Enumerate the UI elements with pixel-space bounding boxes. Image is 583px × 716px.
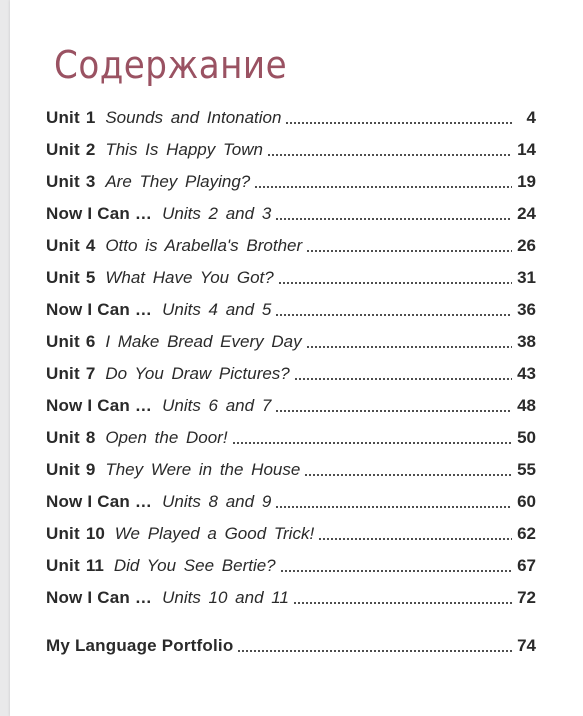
toc-entry [46, 358, 536, 390]
dot-leader [254, 185, 512, 189]
entry-page: 31 [517, 268, 536, 287]
dot-leader [294, 377, 512, 381]
toc-entry [46, 486, 536, 518]
entry-title: What Have You Got? [105, 268, 274, 287]
dot-leader [275, 313, 512, 317]
dot-leader [275, 217, 512, 221]
entry-title: Units 4 and 5 [162, 300, 272, 319]
entry-label: Unit [46, 428, 80, 447]
entry-number: 5 [85, 268, 96, 287]
entry-label: Now I Can … [46, 300, 153, 319]
toc-entry [46, 134, 536, 166]
entry-title: We Played a Good Trick! [114, 524, 315, 543]
entry-title: Did You See Bertie? [113, 556, 276, 575]
entry-page: 55 [517, 460, 536, 479]
entry-title: Are They Playing? [105, 172, 251, 191]
entry-label: Unit [46, 236, 80, 255]
entry-number: 1 [85, 108, 96, 127]
toc-entry [46, 550, 536, 582]
dot-leader [304, 473, 512, 477]
entry-number: 2 [85, 140, 96, 159]
entry-number: 11 [85, 556, 104, 575]
entry-page: 67 [517, 556, 536, 575]
dot-leader [267, 153, 512, 157]
dot-leader [280, 569, 512, 573]
entry-number: 10 [85, 524, 105, 543]
entry-title: Do You Draw Pictures? [105, 364, 290, 383]
toc-entry [46, 262, 536, 294]
entry-page: 62 [517, 524, 536, 543]
entry-page: 26 [517, 236, 536, 255]
toc-entry [46, 102, 536, 134]
portfolio-label: My Language Portfolio [46, 636, 234, 655]
dot-leader [275, 409, 512, 413]
entry-page: 72 [517, 588, 536, 607]
entry-label: Unit [46, 556, 80, 575]
dot-leader [237, 649, 512, 653]
entry-number: 7 [85, 364, 96, 383]
page-title: Содержание [54, 43, 288, 87]
entry-page: 50 [517, 428, 536, 447]
entry-page: 43 [517, 364, 536, 383]
entry-label: Unit [46, 172, 80, 191]
entry-label: Now I Can … [46, 492, 153, 511]
dot-leader [306, 345, 512, 349]
entry-page: 14 [517, 140, 536, 159]
toc-entry [46, 518, 536, 550]
dot-leader [306, 249, 512, 253]
entry-label: Unit [46, 524, 80, 543]
entry-number: 4 [85, 236, 96, 255]
toc-entry [46, 422, 536, 454]
entry-label: Now I Can … [46, 396, 153, 415]
entry-title: Open the Door! [105, 428, 228, 447]
entry-number: 8 [85, 428, 96, 447]
entry-title: Units 8 and 9 [162, 492, 272, 511]
entry-title: Units 10 and 11 [162, 588, 289, 607]
entry-page: 60 [517, 492, 536, 511]
entry-title: Sounds and Intonation [105, 108, 282, 127]
entry-label: Unit [46, 460, 80, 479]
entry-label: Unit [46, 332, 80, 351]
entry-page: 4 [526, 108, 536, 127]
entry-number: 3 [85, 172, 96, 191]
dot-leader [285, 121, 512, 125]
toc-entry [46, 166, 536, 198]
book-page [10, 0, 583, 716]
entry-title: Units 2 and 3 [162, 204, 272, 223]
entry-page: 36 [517, 300, 536, 319]
entry-label: Unit [46, 140, 80, 159]
toc-entry-portfolio [46, 630, 536, 662]
dot-leader [293, 601, 512, 605]
entry-label: Now I Can … [46, 588, 153, 607]
entry-title: Otto is Arabella's Brother [105, 236, 303, 255]
entry-title: I Make Bread Every Day [105, 332, 302, 351]
toc-entry [46, 582, 536, 614]
dot-leader [278, 281, 512, 285]
dot-leader [232, 441, 512, 445]
toc-entry [46, 390, 536, 422]
dot-leader [318, 537, 512, 541]
toc-entry [46, 230, 536, 262]
dot-leader [275, 505, 512, 509]
entry-number: 9 [85, 460, 96, 479]
entry-label: Unit [46, 364, 80, 383]
entry-page: 48 [517, 396, 536, 415]
table-of-contents [46, 102, 536, 662]
entry-label: Now I Can … [46, 204, 153, 223]
entry-title: They Were in the House [105, 460, 301, 479]
toc-entry [46, 454, 536, 486]
entry-page: 24 [517, 204, 536, 223]
entry-label: Unit [46, 268, 80, 287]
entry-page: 19 [517, 172, 536, 191]
entry-label: Unit [46, 108, 80, 127]
toc-entry [46, 294, 536, 326]
portfolio-page: 74 [517, 636, 536, 655]
entry-number: 6 [85, 332, 96, 351]
entry-page: 38 [517, 332, 536, 351]
toc-entry [46, 326, 536, 358]
toc-entry [46, 198, 536, 230]
entry-title: Units 6 and 7 [162, 396, 272, 415]
entry-title: This Is Happy Town [105, 140, 263, 159]
